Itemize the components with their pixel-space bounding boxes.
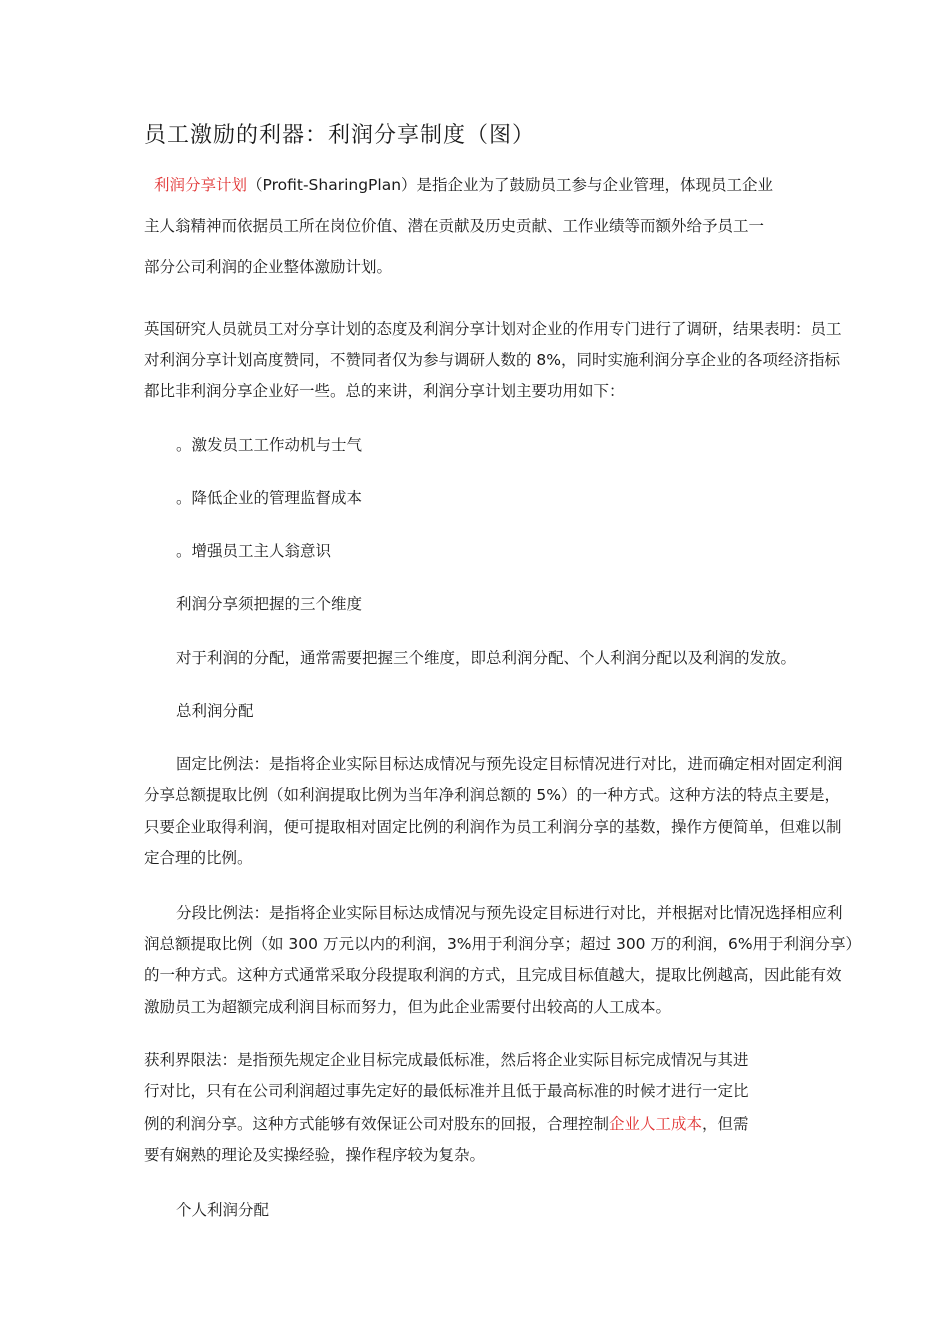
intro-line-1: [154, 173, 773, 195]
boundary-line-4: 要有娴熟的理论及实操经验，操作程序较为复杂。: [144, 1146, 486, 1164]
segment-line-3: 的一种方式。这种方式通常采取分段提取利润的方式，且完成目标值越大，提取比例越高，因此能有效: [144, 966, 842, 984]
intro-line-3: 部分公司利润的企业整体激励计划。: [144, 258, 393, 276]
fixed-line-4: 定合理的比例。: [144, 849, 253, 867]
article-title: 员工激励的利器：利润分享制度（图）: [144, 123, 536, 148]
profit-sharing-plan-link[interactable]: 利润分享计划: [154, 176, 248, 194]
dimensions-text: 对于利润的分配，通常需要把握三个维度，即总利润分配、个人利润分配以及利润的发放。: [176, 649, 797, 667]
fixed-line-1: 固定比例法：是指将企业实际目标达成情况与预先设定目标情况进行对比，进而确定相对固定利润: [176, 755, 843, 773]
boundary-line-3-post: ，但需: [702, 1115, 749, 1133]
segment-line-4: 激励员工为超额完成利润目标而努力，但为此企业需要付出较高的人工成本。: [144, 998, 672, 1016]
heading-dimensions: 利润分享须把握的三个维度: [176, 595, 363, 613]
bullet-item: 。增强员工主人翁意识: [176, 542, 332, 560]
intro-line-2: 主人翁精神而依据员工所在岗位价值、潜在贡献及历史贡献、工作业绩等而额外给予员工一: [144, 217, 765, 235]
fixed-line-3: 只要企业取得利润，便可提取相对固定比例的利润作为员工利润分享的基数，操作方便简单，但难以制: [144, 818, 842, 836]
survey-line-2: 对利润分享计划高度赞同，不赞同者仅为参与调研人数的 8%，同时实施利润分享企业的各项经济指标: [144, 351, 841, 369]
bullet-item: 。降低企业的管理监督成本: [176, 489, 363, 507]
heading-total-profit: 总利润分配: [176, 702, 254, 720]
bullet-item: 。激发员工工作动机与士气: [176, 436, 363, 454]
survey-line-1: 英国研究人员就员工对分享计划的态度及利润分享计划对企业的作用专门进行了调研，结果表明：员工: [144, 320, 842, 338]
heading-individual-profit: 个人利润分配: [176, 1201, 270, 1219]
boundary-line-2: 行对比，只有在公司利润超过事先定好的最低标准并且低于最高标准的时候才进行一定比: [144, 1082, 749, 1100]
segment-line-2: 润总额提取比例（如 300 万元以内的利润，3%用于利润分享；超过 300 万的利润，6%用于利润分享）: [144, 935, 862, 953]
boundary-line-1: 获利界限法：是指预先规定企业目标完成最低标准，然后将企业实际目标完成情况与其进: [144, 1051, 749, 1069]
segment-line-1: 分段比例法：是指将企业实际目标达成情况与预先设定目标进行对比，并根据对比情况选择相应利: [176, 904, 843, 922]
survey-line-3: 都比非利润分享企业好一些。总的来讲，利润分享计划主要功用如下：: [144, 382, 625, 400]
fixed-line-2: 分享总额提取比例（如利润提取比例为当年净利润总额的 5%）的一种方式。这种方法的特点主要是，: [144, 786, 841, 804]
intro-line-1-rest: （Profit-SharingPlan）是指企业为了鼓励员工参与企业管理，体现员工企业: [247, 176, 774, 194]
boundary-line-3-pre: 例的利润分享。这种方式能够有效保证公司对股东的回报，合理控制: [144, 1115, 610, 1133]
boundary-line-3: [144, 1112, 749, 1134]
labor-cost-link[interactable]: 企业人工成本: [609, 1115, 703, 1133]
